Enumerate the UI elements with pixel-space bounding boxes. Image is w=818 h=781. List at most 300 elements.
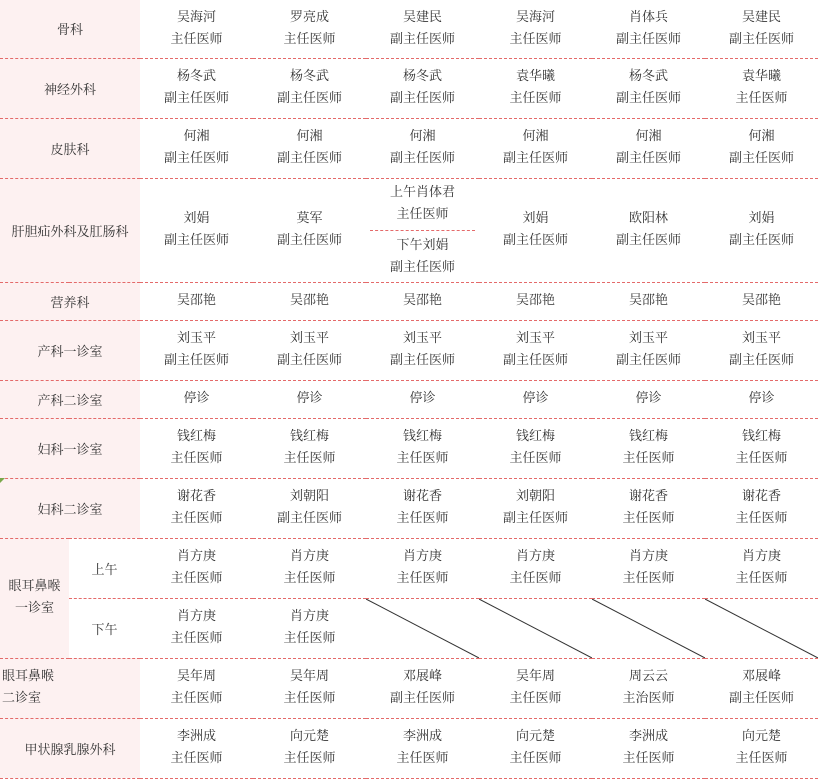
department-cell <box>0 320 140 380</box>
doctor-name: 上午肖体君 <box>390 184 456 200</box>
schedule-cell <box>479 718 592 778</box>
doctor-name: 袁华曦 <box>742 69 782 84</box>
department-cell <box>0 658 140 718</box>
schedule-cell <box>479 58 592 118</box>
doctor-cell <box>479 208 592 252</box>
doctor-name: 刘朝阳 <box>290 489 330 504</box>
doctor-cell <box>479 126 592 170</box>
doctor-cell <box>140 546 253 590</box>
doctor-title: 副主任医师 <box>277 511 343 526</box>
schedule-row <box>0 478 818 538</box>
doctor-cell <box>592 546 705 590</box>
doctor-name: 刘玉平 <box>629 331 669 346</box>
doctor-cell <box>366 726 479 770</box>
schedule-cell <box>366 118 479 178</box>
doctor-cell <box>253 66 366 110</box>
doctor-name: 下午刘娟 <box>396 237 449 253</box>
doctor-name: 何湘 <box>748 129 775 144</box>
doctor-title: 主任医师 <box>283 31 336 47</box>
schedule-cell <box>140 380 253 418</box>
doctor-cell <box>592 328 705 372</box>
doctor-title: 副主任医师 <box>729 151 795 166</box>
doctor-cell <box>592 66 705 110</box>
schedule-cell <box>140 658 253 718</box>
doctor-cell <box>592 290 705 312</box>
doctor-name: 邓展峰 <box>403 669 443 684</box>
schedule-cell <box>366 658 479 718</box>
doctor-cell <box>253 486 366 530</box>
doctor-cell <box>705 126 818 170</box>
schedule-row <box>0 598 818 658</box>
doctor-cell <box>253 290 366 312</box>
doctor-cell <box>592 666 705 710</box>
doctor-cell <box>366 546 479 590</box>
schedule-cell <box>705 478 818 538</box>
schedule-cell <box>253 282 366 320</box>
doctor-cell <box>253 606 366 650</box>
schedule-cell <box>140 598 253 658</box>
doctor-name: 吴年周 <box>516 669 556 684</box>
doctor-title: 主任医师 <box>735 751 788 766</box>
schedule-cell <box>592 538 705 598</box>
doctor-title: 主任医师 <box>396 751 449 766</box>
schedule-cell <box>140 282 253 320</box>
department-name: 骨科 <box>57 23 84 39</box>
schedule-cell <box>592 282 705 320</box>
department-name-line2: 二诊室 <box>2 691 42 706</box>
schedule-row <box>0 0 818 58</box>
schedule-cell <box>479 0 592 58</box>
doctor-name: 停诊 <box>522 391 549 406</box>
schedule-row <box>0 418 818 478</box>
doctor-title: 主任医师 <box>396 571 449 586</box>
schedule-cell <box>592 380 705 418</box>
schedule-row <box>0 282 818 320</box>
schedule-cell <box>253 478 366 538</box>
doctor-title: 主任医师 <box>396 451 449 466</box>
doctor-title: 副主任医师 <box>164 151 230 166</box>
schedule-cell <box>253 118 366 178</box>
doctor-name: 停诊 <box>296 391 323 406</box>
corner-marker <box>0 478 5 483</box>
doctor-title: 副主任医师 <box>390 91 456 106</box>
schedule-cell <box>366 0 479 58</box>
schedule-cell <box>366 320 479 380</box>
doctor-cell <box>140 726 253 770</box>
diagonal-line <box>366 599 479 658</box>
doctor-name: 欧阳林 <box>629 211 669 226</box>
doctor-cell <box>705 7 818 51</box>
doctor-name: 刘娟 <box>748 211 775 226</box>
doctor-name: 谢花香 <box>403 489 443 504</box>
doctor-title: 副主任医师 <box>390 691 456 706</box>
doctor-name: 肖方庚 <box>742 549 782 564</box>
doctor-title: 主任医师 <box>735 571 788 586</box>
doctor-cell <box>366 66 479 110</box>
department-cell <box>0 478 140 538</box>
schedule-cell <box>253 598 366 658</box>
doctor-cell <box>253 388 366 410</box>
doctor-title: 副主任医师 <box>164 233 230 248</box>
schedule-row <box>0 320 818 380</box>
doctor-cell <box>253 546 366 590</box>
doctor-cell <box>479 546 592 590</box>
schedule-cell <box>253 58 366 118</box>
doctor-cell <box>592 486 705 530</box>
doctor-title: 副主任医师 <box>390 353 456 368</box>
doctor-title: 主任医师 <box>170 31 223 47</box>
schedule-cell <box>705 320 818 380</box>
schedule-cell <box>366 478 479 538</box>
schedule-cell <box>705 658 818 718</box>
doctor-cell <box>140 388 253 410</box>
doctor-name: 莫军 <box>296 211 323 226</box>
closed-slot <box>479 598 592 658</box>
schedule-cell <box>140 538 253 598</box>
doctor-title: 副主任医师 <box>616 151 682 166</box>
doctor-title: 副主任医师 <box>277 353 343 368</box>
doctor-name: 肖方庚 <box>403 549 443 564</box>
doctor-cell <box>479 290 592 312</box>
doctor-cell <box>253 328 366 372</box>
schedule-row <box>0 718 818 778</box>
doctor-name: 停诊 <box>635 391 662 406</box>
doctor-title: 主任医师 <box>622 451 675 466</box>
doctor-title: 主任医师 <box>283 571 336 586</box>
schedule-cell <box>592 658 705 718</box>
doctor-cell <box>592 7 705 51</box>
doctor-title: 副主任医师 <box>616 233 682 248</box>
schedule-cell <box>253 718 366 778</box>
schedule-cell <box>592 418 705 478</box>
doctor-cell <box>479 666 592 710</box>
doctor-title: 主治医师 <box>622 691 675 706</box>
closed-slot <box>592 598 705 658</box>
schedule-cell <box>140 320 253 380</box>
doctor-name: 李洲成 <box>403 729 443 744</box>
schedule-cell <box>366 380 479 418</box>
schedule-cell <box>366 718 479 778</box>
doctor-cell <box>140 426 253 470</box>
doctor-cell <box>479 388 592 410</box>
schedule-row <box>0 58 818 118</box>
doctor-title: 副主任医师 <box>390 151 456 166</box>
doctor-cell <box>140 208 253 252</box>
doctor-cell <box>479 66 592 110</box>
doctor-cell <box>592 426 705 470</box>
doctor-name: 吴建民 <box>403 9 443 25</box>
doctor-cell <box>479 486 592 530</box>
doctor-name: 刘玉平 <box>177 331 217 346</box>
doctor-name: 邓展峰 <box>742 669 782 684</box>
schedule-cell <box>140 118 253 178</box>
department-name: 眼耳鼻喉 <box>2 669 55 684</box>
doctor-name: 吴海河 <box>516 9 556 25</box>
schedule-cell <box>140 0 253 58</box>
doctor-title: 副主任医师 <box>390 31 456 47</box>
doctor-cell <box>592 388 705 410</box>
schedule-cell <box>592 178 705 282</box>
doctor-title: 副主任医师 <box>164 353 230 368</box>
doctor-name: 周云云 <box>629 669 669 684</box>
doctor-name: 何湘 <box>183 129 210 144</box>
doctor-name: 肖方庚 <box>516 549 556 564</box>
schedule-cell <box>479 178 592 282</box>
doctor-cell <box>592 726 705 770</box>
doctor-cell <box>705 328 818 372</box>
doctor-name: 谢花香 <box>742 489 782 504</box>
schedule-cell <box>253 658 366 718</box>
doctor-title: 主任医师 <box>735 91 788 106</box>
doctor-cell <box>253 726 366 770</box>
schedule-row <box>0 380 818 418</box>
schedule-cell <box>705 380 818 418</box>
doctor-title: 主任医师 <box>735 511 788 526</box>
schedule-row <box>0 538 818 598</box>
doctor-name: 李洲成 <box>177 729 217 744</box>
doctor-name: 刘娟 <box>183 211 210 226</box>
doctor-title: 主任医师 <box>170 751 223 766</box>
schedule-cell <box>479 320 592 380</box>
doctor-title: 主任医师 <box>622 511 675 526</box>
department-name: 产科一诊室 <box>37 344 103 360</box>
department-name: 产科二诊室 <box>37 393 103 409</box>
doctor-cell <box>479 328 592 372</box>
schedule-cell <box>479 658 592 718</box>
doctor-title: 副主任医师 <box>390 259 456 275</box>
closed-slot <box>705 598 818 658</box>
schedule-cell <box>366 538 479 598</box>
doctor-cell <box>479 7 592 51</box>
doctor-cell <box>253 666 366 710</box>
doctor-title: 副主任医师 <box>277 151 343 166</box>
doctor-cell <box>140 126 253 170</box>
department-cell <box>0 178 140 282</box>
doctor-name: 钱红梅 <box>177 429 217 444</box>
doctor-name: 吴邵艳 <box>516 293 556 308</box>
doctor-title: 主任医师 <box>170 451 223 466</box>
department-cell <box>0 718 140 778</box>
schedule-cell <box>140 478 253 538</box>
doctor-name: 谢花香 <box>629 489 669 504</box>
schedule-cell <box>366 58 479 118</box>
doctor-name: 何湘 <box>296 129 323 144</box>
diagonal-line <box>592 599 705 658</box>
schedule-cell <box>705 58 818 118</box>
doctor-cell <box>253 426 366 470</box>
doctor-title: 主任医师 <box>283 691 336 706</box>
schedule-cell <box>592 0 705 58</box>
doctor-title: 主任医师 <box>170 571 223 586</box>
schedule-cell <box>479 380 592 418</box>
department-name: 营养科 <box>50 295 90 311</box>
schedule-cell <box>253 538 366 598</box>
department-name: 皮肤科 <box>50 142 90 158</box>
doctor-title: 副主任医师 <box>616 353 682 368</box>
schedule-cell <box>253 380 366 418</box>
doctor-title: 副主任医师 <box>503 511 569 526</box>
department-cell <box>0 118 140 178</box>
doctor-title: 主任医师 <box>509 571 562 586</box>
doctor-cell <box>705 666 818 710</box>
doctor-title: 副主任医师 <box>164 91 230 106</box>
am-session <box>370 182 475 231</box>
doctor-name: 何湘 <box>635 129 662 144</box>
schedule-cell <box>253 320 366 380</box>
doctor-cell <box>366 328 479 372</box>
doctor-cell <box>366 290 479 312</box>
doctor-name: 吴建民 <box>742 9 782 25</box>
doctor-name: 吴年周 <box>290 669 330 684</box>
doctor-title: 主任医师 <box>509 451 562 466</box>
doctor-name: 刘玉平 <box>290 331 330 346</box>
department-name: 眼耳鼻喉 <box>8 579 61 594</box>
schedule-cell <box>366 282 479 320</box>
doctor-name: 杨冬武 <box>177 69 217 84</box>
doctor-name: 杨冬武 <box>290 69 330 84</box>
doctor-title: 副主任医师 <box>277 91 343 106</box>
doctor-name: 刘玉平 <box>742 331 782 346</box>
schedule-cell <box>140 178 253 282</box>
schedule-cell <box>592 718 705 778</box>
doctor-cell <box>140 328 253 372</box>
doctor-title: 主任医师 <box>509 751 562 766</box>
diagonal-line <box>479 599 592 658</box>
doctor-title: 主任医师 <box>283 631 336 646</box>
doctor-name: 吴邵艳 <box>629 293 669 308</box>
doctor-name: 何湘 <box>409 129 436 144</box>
doctor-title: 副主任医师 <box>729 691 795 706</box>
doctor-name: 吴邵艳 <box>742 293 782 308</box>
schedule-cell <box>592 58 705 118</box>
doctor-title: 副主任医师 <box>503 233 569 248</box>
doctor-title: 主任医师 <box>283 451 336 466</box>
doctor-name: 钱红梅 <box>629 429 669 444</box>
session-label <box>69 538 140 598</box>
doctor-title: 主任医师 <box>622 571 675 586</box>
doctor-name: 肖方庚 <box>177 609 217 624</box>
doctor-cell <box>705 426 818 470</box>
doctor-cell <box>705 486 818 530</box>
doctor-cell <box>705 290 818 312</box>
doctor-name: 肖方庚 <box>290 609 330 624</box>
schedule-cell <box>592 320 705 380</box>
schedule-cell <box>366 418 479 478</box>
doctor-cell <box>479 726 592 770</box>
pm-session <box>366 231 479 279</box>
doctor-cell <box>366 666 479 710</box>
schedule-cell <box>479 418 592 478</box>
schedule-cell <box>140 418 253 478</box>
doctor-title: 主任医师 <box>170 691 223 706</box>
doctor-name: 向元楚 <box>290 729 330 744</box>
doctor-name: 肖方庚 <box>629 549 669 564</box>
doctor-name: 肖方庚 <box>177 549 217 564</box>
doctor-title: 副主任医师 <box>616 31 682 47</box>
doctor-title: 主任医师 <box>509 91 562 106</box>
doctor-title: 副主任医师 <box>503 151 569 166</box>
doctor-cell <box>140 290 253 312</box>
doctor-name: 钱红梅 <box>290 429 330 444</box>
doctor-name: 刘玉平 <box>516 331 556 346</box>
am-label: 上午 <box>91 562 118 578</box>
doctor-name: 吴邵艳 <box>177 293 217 308</box>
doctor-cell <box>140 7 253 51</box>
doctor-name: 刘娟 <box>522 211 549 226</box>
department-cell <box>0 0 140 58</box>
doctor-cell <box>366 126 479 170</box>
doctor-title: 副主任医师 <box>729 31 795 47</box>
doctor-name: 谢花香 <box>177 489 217 504</box>
doctor-name: 肖方庚 <box>290 549 330 564</box>
doctor-name: 钱红梅 <box>742 429 782 444</box>
schedule-cell <box>705 418 818 478</box>
department-name: 妇科二诊室 <box>37 502 103 518</box>
doctor-title: 主任医师 <box>170 631 223 646</box>
schedule-cell <box>592 478 705 538</box>
department-name: 神经外科 <box>44 82 97 98</box>
doctor-name: 停诊 <box>183 391 210 406</box>
schedule-cell <box>479 118 592 178</box>
diagonal-line <box>705 599 818 658</box>
doctor-cell <box>479 426 592 470</box>
doctor-name: 刘朝阳 <box>516 489 556 504</box>
doctor-cell <box>253 208 366 252</box>
schedule-cell <box>140 718 253 778</box>
doctor-cell <box>140 66 253 110</box>
department-name-line2: 一诊室 <box>14 601 54 616</box>
doctor-name: 钱红梅 <box>516 429 556 444</box>
doctor-cell <box>705 66 818 110</box>
doctor-name: 向元楚 <box>516 729 556 744</box>
doctor-cell <box>366 7 479 51</box>
doctor-cell <box>366 388 479 410</box>
doctor-name: 杨冬武 <box>403 69 443 84</box>
department-cell <box>0 58 140 118</box>
doctor-name: 向元楚 <box>742 729 782 744</box>
department-name: 肝胆疝外科及肛肠科 <box>11 224 129 240</box>
doctor-title: 主任医师 <box>509 691 562 706</box>
doctor-name: 停诊 <box>409 391 436 406</box>
doctor-title: 副主任医师 <box>503 353 569 368</box>
doctor-name: 罗亮成 <box>290 9 330 25</box>
schedule-cell <box>705 538 818 598</box>
doctor-title: 副主任医师 <box>616 91 682 106</box>
doctor-title: 副主任医师 <box>729 353 795 368</box>
doctor-title: 主任医师 <box>622 751 675 766</box>
split-session-cell <box>366 178 479 282</box>
doctor-title: 主任医师 <box>396 206 449 222</box>
doctor-name: 何湘 <box>522 129 549 144</box>
department-cell <box>0 282 140 320</box>
department-name: 妇科一诊室 <box>37 442 103 458</box>
schedule-cell <box>253 418 366 478</box>
doctor-cell <box>705 546 818 590</box>
doctor-cell <box>140 606 253 650</box>
schedule-row <box>0 658 818 718</box>
doctor-cell <box>253 7 366 51</box>
doctor-name: 吴年周 <box>177 669 217 684</box>
schedule-cell <box>479 282 592 320</box>
closed-slot <box>366 598 479 658</box>
doctor-cell <box>592 208 705 252</box>
doctor-title: 副主任医师 <box>277 233 343 248</box>
department-cell <box>0 418 140 478</box>
pm-label: 下午 <box>91 622 118 638</box>
doctor-cell <box>366 486 479 530</box>
schedule-cell <box>705 118 818 178</box>
doctor-name: 刘玉平 <box>403 331 443 346</box>
